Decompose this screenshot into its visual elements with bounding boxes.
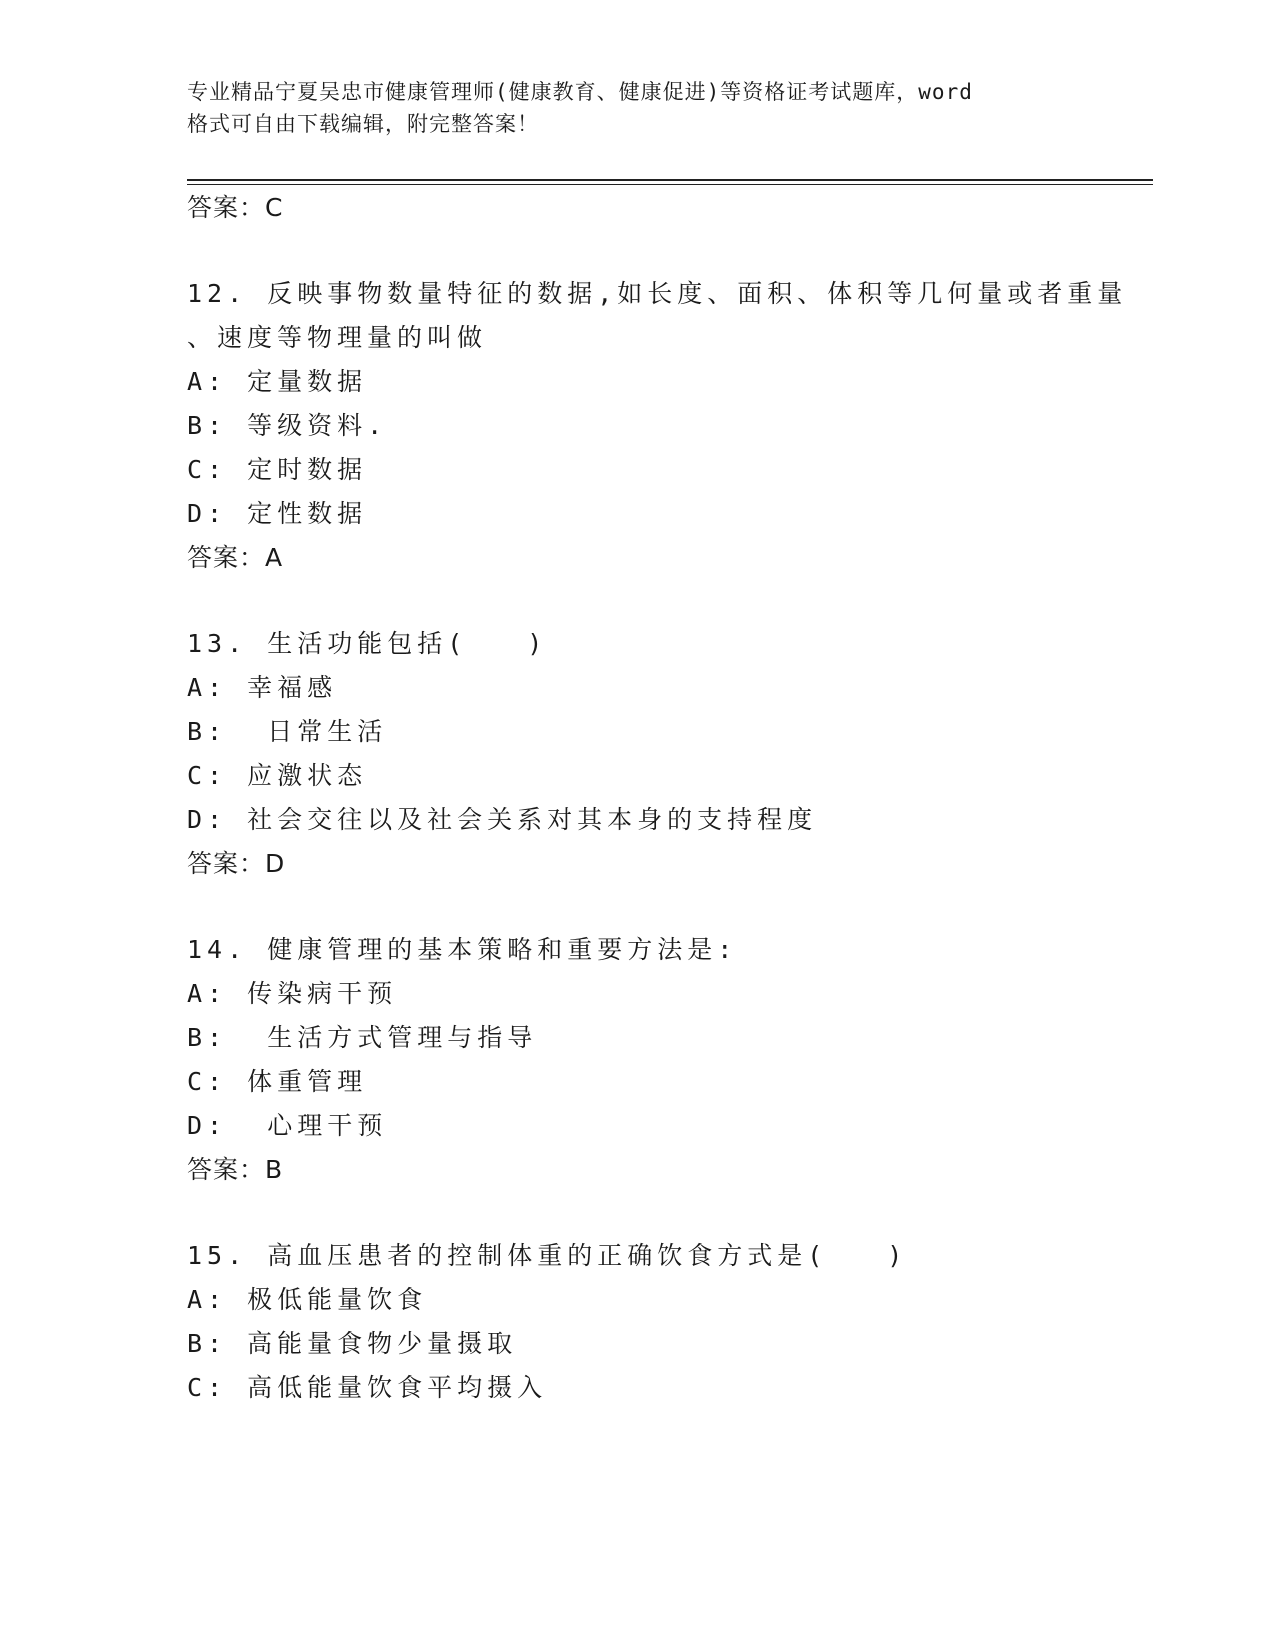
question-13-answer: 答案：D (187, 849, 286, 878)
question-12-answer: 答案：A (187, 543, 284, 572)
question-14-stem: 14. 健康管理的基本策略和重要方法是: (187, 935, 738, 964)
question-14-option-c: C: 体重管理 (187, 1067, 368, 1096)
question-13-option-b: B: 日常生活 (187, 717, 388, 746)
question-13-option-d: D: 社会交往以及社会关系对其本身的支持程度 (187, 805, 818, 834)
question-13-stem: 13. 生活功能包括( ) (187, 629, 548, 658)
question-14-option-d: D: 心理干预 (187, 1111, 388, 1140)
question-14-option-b: B: 生活方式管理与指导 (187, 1023, 538, 1052)
question-12-stem-line-2: 、速度等物理量的叫做 (187, 323, 488, 352)
page-header (187, 76, 1067, 140)
question-15-option-c: C: 高低能量饮食平均摄入 (187, 1373, 548, 1402)
question-12-option-c: C: 定时数据 (187, 455, 368, 484)
question-12-stem-line-1: 12. 反映事物数量特征的数据,如长度、面积、体积等几何量或者重量 (187, 279, 1128, 308)
question-15-option-b: B: 高能量食物少量摄取 (187, 1329, 518, 1358)
header-rule-thick (187, 179, 1153, 181)
answer-previous: 答案：C (187, 193, 284, 222)
question-14-option-a: A: 传染病干预 (187, 979, 398, 1008)
question-12-option-d: D: 定性数据 (187, 499, 368, 528)
question-13-option-c: C: 应激状态 (187, 761, 368, 790)
header-rule-thin (187, 184, 1153, 185)
question-12-option-a: A: 定量数据 (187, 367, 368, 396)
question-14-answer: 答案：B (187, 1155, 284, 1184)
header-line-2: 格式可自由下载编辑，附完整答案！ (187, 112, 539, 136)
question-13-option-a: A: 幸福感 (187, 673, 338, 702)
header-line-1: 专业精品宁夏吴忠市健康管理师(健康教育、健康促进)等资格证考试题库，word (187, 80, 973, 104)
question-15-stem: 15. 高血压患者的控制体重的正确饮食方式是( ) (187, 1241, 908, 1270)
question-15-option-a: A: 极低能量饮食 (187, 1285, 428, 1314)
question-12-option-b: B: 等级资料. (187, 411, 388, 440)
